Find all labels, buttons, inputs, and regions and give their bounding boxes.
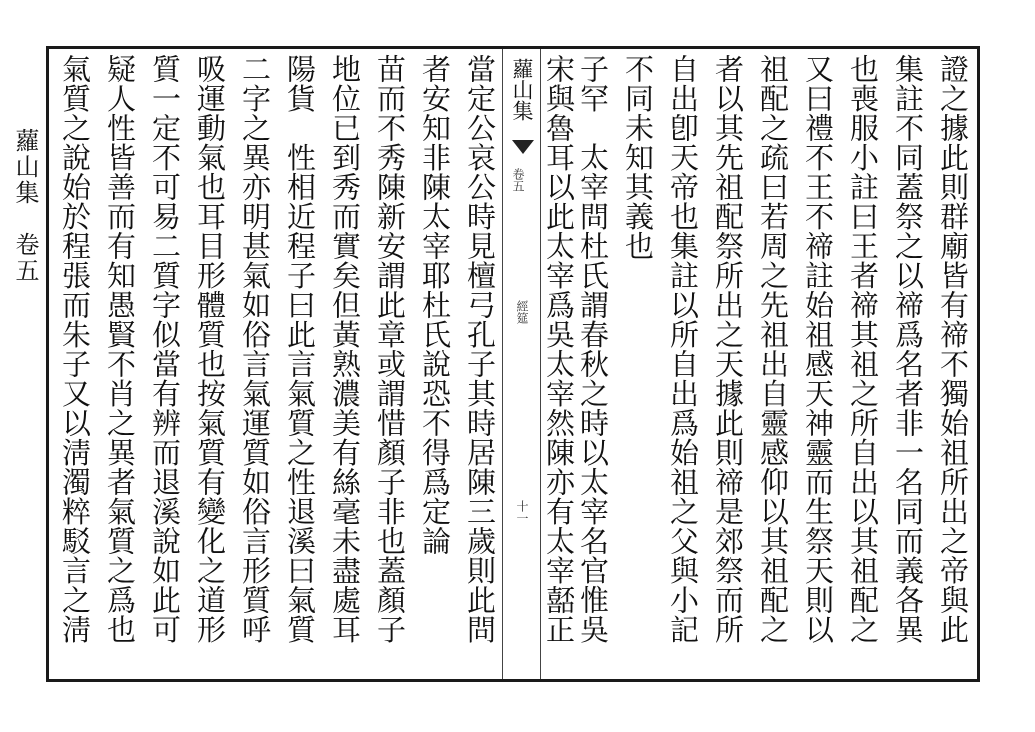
fold-book-title: 蘿山集 (510, 58, 534, 121)
fold-juan: 卷五 (511, 168, 525, 192)
page-frame (46, 46, 980, 682)
text-column-13: 苗而不秀陳新安謂此章或謂惜顏子非也蓋顏子 (373, 54, 407, 644)
fold-page-number: 十一 (515, 500, 529, 524)
text-column-15: 陽貨 性相近程子曰此言氣質之性退溪曰氣質 (283, 54, 317, 644)
text-column-2: 集註不同蓋祭之以禘爲名者非一名同而義各異 (891, 54, 925, 644)
fold-rule-right (540, 49, 541, 679)
margin-running-title: 蘿山集 卷五 (11, 128, 39, 284)
text-column-1: 證之據此則群廟皆有禘不獨始祖所出之帝與此 (936, 54, 970, 644)
text-column-14: 地位已到秀而實矣但黃熟濃美有絲毫未盡處耳 (328, 54, 362, 644)
text-column-19: 疑人性皆善而有知愚賢不肖之異者氣質之爲也 (103, 54, 137, 644)
text-column-17: 吸運動氣也耳目形體質也按氣質有變化之道形 (193, 54, 227, 644)
text-column-8: 不同未知其義也 (621, 54, 655, 261)
fold-section: 經筵 (515, 300, 529, 324)
text-column-12: 者安知非陳太宰耶杜氏說恐不得爲定論 (418, 54, 452, 556)
text-column-18: 質一定不可易二質字似當有辨而退溪說如此可 (148, 54, 182, 644)
text-column-5: 祖配之疏曰若周之先祖出自靈感仰以其祖配之 (756, 54, 790, 644)
text-column-20: 氣質之說始於程張而朱子又以淸濁粹駁言之淸 (58, 54, 92, 644)
text-column-6: 者以其先祖配祭所出之天據此則禘是郊祭而所 (711, 54, 745, 644)
text-column-7: 自出卽天帝也集註以所自出爲始祖之父與小記 (666, 54, 700, 644)
text-column-4: 又曰禮不王不禘註始祖感天神靈而生祭天則以 (801, 54, 835, 644)
fold-rule-left (502, 49, 503, 679)
text-column-9: 子罕 太宰問杜氏謂春秋之時以太宰名官惟吳 (576, 54, 610, 644)
text-column-10: 宋與魯耳以此太宰爲吳太宰然陳亦有太宰嚭正 (542, 54, 576, 644)
text-column-3: 也喪服小註曰王者禘其祖之所自出以其祖配之 (846, 54, 880, 644)
text-column-11: 當定公哀公時見檀弓孔子其時居陳三歲則此問 (463, 54, 497, 644)
text-column-16: 二字之異亦明甚氣如俗言氣運質如俗言形質呼 (238, 54, 272, 644)
